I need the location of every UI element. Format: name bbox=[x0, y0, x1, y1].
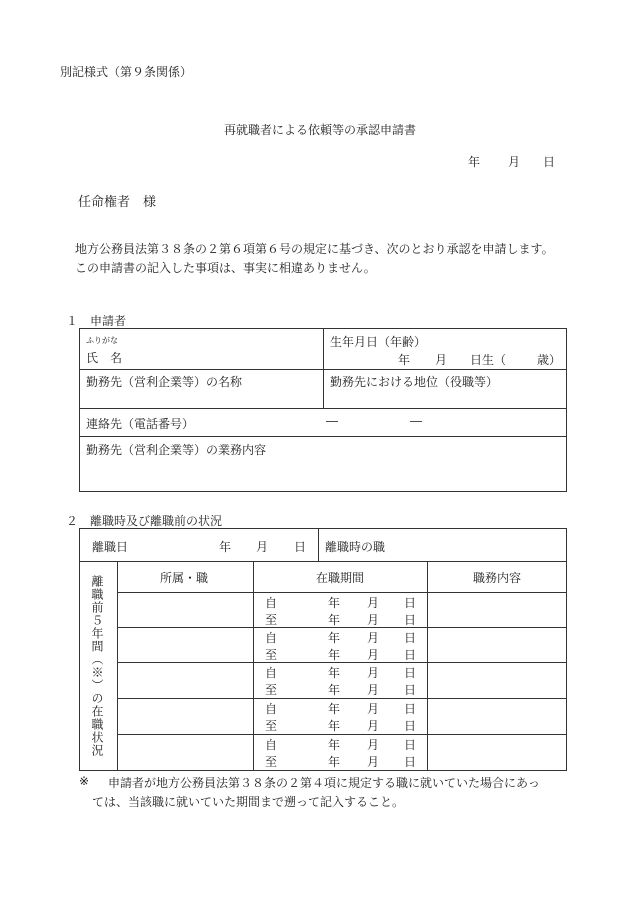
col-duties: 職務内容 bbox=[473, 571, 522, 585]
period-to-day: 日 bbox=[404, 683, 417, 697]
phone-dash-2: ― bbox=[410, 414, 422, 428]
period-to-label: 至 bbox=[265, 648, 278, 662]
period-from-day: 日 bbox=[404, 631, 417, 645]
birth-age: 歳） bbox=[537, 353, 562, 367]
period-to-year: 年 bbox=[328, 613, 341, 627]
birth-day: 日生（ bbox=[470, 353, 507, 367]
retirement-table bbox=[79, 528, 567, 771]
retire-post-label: 離職時の職 bbox=[325, 540, 386, 554]
position-label: 勤務先における地位（役職等） bbox=[330, 375, 499, 389]
period-to-year: 年 bbox=[328, 648, 341, 662]
furigana-label: ふりがな bbox=[86, 336, 118, 345]
period-from-label: 自 bbox=[265, 631, 278, 645]
col-period: 在職期間 bbox=[316, 571, 365, 585]
period-from-year: 年 bbox=[328, 596, 341, 610]
period-to-month: 月 bbox=[367, 683, 380, 697]
period-to-year: 年 bbox=[328, 755, 341, 769]
body-line-2: この申請書の記入した事項は、事実に相違ありません。 bbox=[75, 261, 376, 275]
phone-dash-1: ― bbox=[326, 414, 338, 428]
period-from-month: 月 bbox=[367, 666, 380, 680]
period-from-label: 自 bbox=[265, 738, 278, 752]
period-from-month: 月 bbox=[367, 596, 380, 610]
period-to-month: 月 bbox=[367, 648, 380, 662]
retire-month: 月 bbox=[256, 540, 269, 554]
date-month: 月 bbox=[508, 155, 521, 169]
period-to-day: 日 bbox=[404, 648, 417, 662]
period-to-year: 年 bbox=[328, 719, 341, 733]
period-to-label: 至 bbox=[265, 683, 278, 697]
period-from-day: 日 bbox=[404, 738, 417, 752]
section1-heading: １ 申請者 bbox=[66, 314, 127, 328]
name-label: 氏 名 bbox=[86, 351, 123, 365]
side-label: 離職前５年間（※）の在職状況 bbox=[90, 575, 104, 757]
business-label: 勤務先（営利企業等）の業務内容 bbox=[86, 443, 267, 457]
period-to-day: 日 bbox=[404, 719, 417, 733]
col-affiliation: 所属・職 bbox=[160, 571, 209, 585]
period-from-label: 自 bbox=[265, 666, 278, 680]
footnote-line-1: 申請者が地方公務員法第３８条の２第４項に規定する職に就いていた場合にあっ bbox=[108, 776, 540, 790]
period-from-year: 年 bbox=[328, 631, 341, 645]
period-from-month: 月 bbox=[367, 631, 380, 645]
employer-label: 勤務先（営利企業等）の名称 bbox=[86, 375, 243, 389]
period-to-label: 至 bbox=[265, 613, 278, 627]
date-year: 年 bbox=[468, 155, 481, 169]
period-to-label: 至 bbox=[265, 719, 278, 733]
period-from-year: 年 bbox=[328, 702, 341, 716]
footnote-line-2: ては、当該職に就いていた期間まで遡って記入すること。 bbox=[92, 795, 405, 809]
birth-year: 年 bbox=[398, 353, 411, 367]
footnote-mark: ※ bbox=[79, 774, 90, 788]
period-from-day: 日 bbox=[404, 666, 417, 680]
birthdate-label: 生年月日（年齢） bbox=[330, 335, 427, 349]
retire-year: 年 bbox=[219, 540, 232, 554]
contact-label: 連絡先（電話番号） bbox=[86, 417, 195, 431]
period-to-day: 日 bbox=[404, 755, 417, 769]
period-from-month: 月 bbox=[367, 702, 380, 716]
period-to-month: 月 bbox=[367, 755, 380, 769]
period-from-label: 自 bbox=[265, 702, 278, 716]
retire-date-label: 離職日 bbox=[92, 540, 129, 554]
period-from-year: 年 bbox=[328, 738, 341, 752]
period-from-label: 自 bbox=[265, 596, 278, 610]
period-to-month: 月 bbox=[367, 719, 380, 733]
period-from-month: 月 bbox=[367, 738, 380, 752]
retire-day: 日 bbox=[294, 540, 307, 554]
period-to-year: 年 bbox=[328, 683, 341, 697]
period-to-day: 日 bbox=[404, 613, 417, 627]
period-to-month: 月 bbox=[367, 613, 380, 627]
period-from-year: 年 bbox=[328, 666, 341, 680]
page-title: 再就職者による依頼等の承認申請書 bbox=[224, 123, 417, 137]
period-from-day: 日 bbox=[404, 702, 417, 716]
applicant-table bbox=[79, 328, 567, 492]
body-line-1: 地方公務員法第３８条の２第６項第６号の規定に基づき、次のとおり承認を申請します。 bbox=[75, 242, 554, 256]
period-to-label: 至 bbox=[265, 755, 278, 769]
addressee: 任命権者 様 bbox=[78, 195, 157, 210]
period-from-day: 日 bbox=[404, 596, 417, 610]
section2-heading: ２ 離職時及び離職前の状況 bbox=[66, 514, 223, 528]
date-day: 日 bbox=[543, 155, 556, 169]
form-label: 別記様式（第９条関係） bbox=[60, 65, 193, 79]
birth-month: 月 bbox=[435, 353, 448, 367]
